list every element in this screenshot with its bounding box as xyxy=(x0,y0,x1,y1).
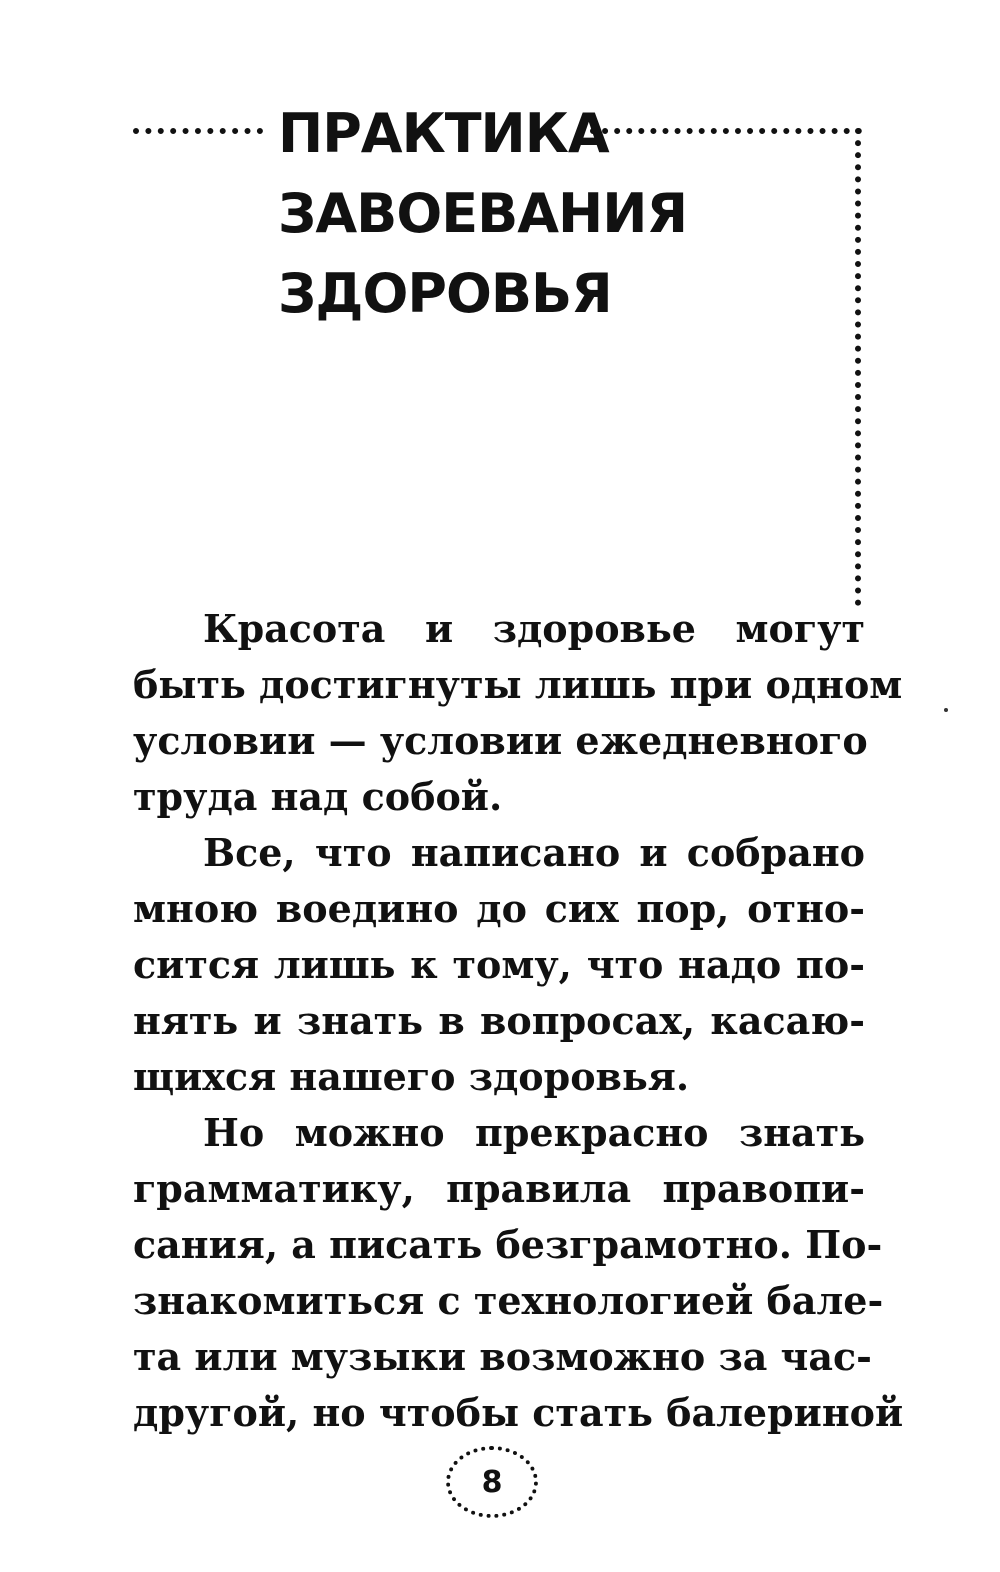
text-line: нять и знать в вопросах, касаю- xyxy=(133,998,865,1043)
text-line: Все, что написано и собрано xyxy=(203,830,865,875)
text-line: быть достигнуты лишь при одном xyxy=(133,662,903,707)
chapter-heading-line: ЗДОРОВЬЯ xyxy=(278,262,612,325)
text-line: щихся нашего здоровья. xyxy=(133,1054,690,1099)
text-line: труда над собой. xyxy=(133,774,503,819)
chapter-heading-line: ПРАКТИКА xyxy=(278,102,609,165)
chapter-heading xyxy=(278,94,687,334)
page-number: 8 xyxy=(446,1446,538,1518)
dotted-frame-top-left xyxy=(133,128,263,134)
chapter-heading-line: ЗАВОЕВАНИЯ xyxy=(278,182,688,245)
text-line: сания, а писать безграмотно. По- xyxy=(133,1222,883,1267)
text-line: Но можно прекрасно знать xyxy=(203,1110,865,1155)
text-line: условии — условии ежедневного xyxy=(133,718,868,763)
text-line: Красота и здоровье могут xyxy=(203,606,865,651)
text-line: другой, но чтобы стать балериной xyxy=(133,1390,904,1435)
dotted-frame-right xyxy=(855,128,861,606)
text-line: та или музыки возможно за час- xyxy=(133,1334,872,1379)
text-line: мною воедино до сих пор, отно- xyxy=(133,886,865,931)
text-line: знакомиться с технологией бале- xyxy=(133,1278,884,1323)
print-speck xyxy=(944,708,948,712)
text-line: сится лишь к тому, что надо по- xyxy=(133,942,865,987)
body-text xyxy=(133,601,904,1441)
text-line: грамматику, правила правопи- xyxy=(133,1166,865,1211)
